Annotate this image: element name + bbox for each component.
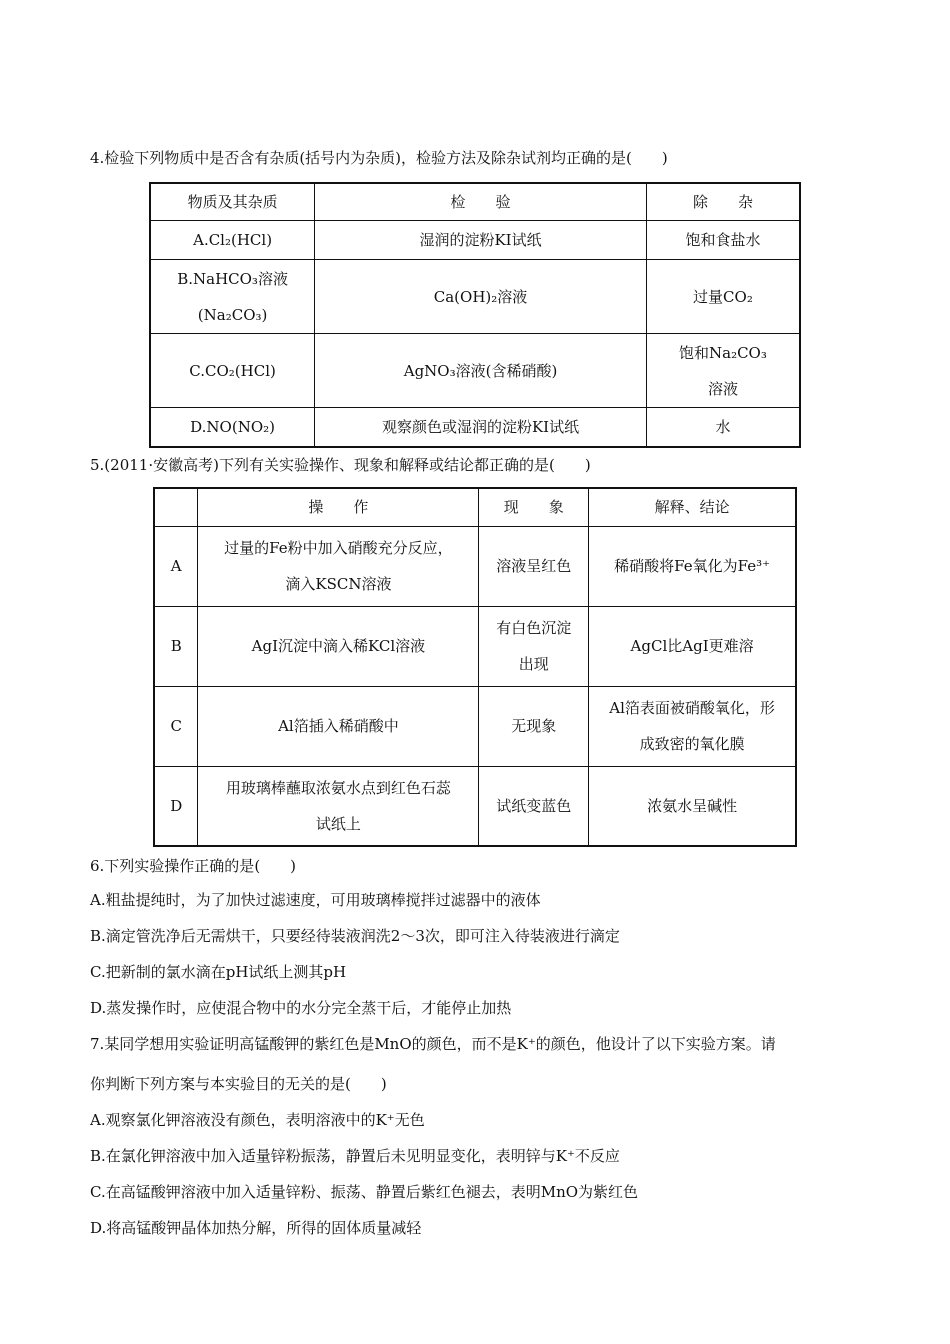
cell-label: D bbox=[154, 766, 198, 846]
cell-conclusion: 浓氨水呈碱性 bbox=[589, 766, 796, 846]
question-5-stem: 5.(2011·安徽高考)下列有关实验操作、现象和解释或结论都正确的是( ) bbox=[90, 456, 591, 474]
cell-line: B.NaHCO₃溶液 bbox=[177, 269, 288, 288]
cell-line: 出现 bbox=[518, 655, 549, 673]
cell-line: 滴入KSCN溶液 bbox=[285, 575, 392, 593]
cell-substance: A.Cl₂(HCl) bbox=[150, 221, 315, 260]
cell-phenomenon: 溶液呈红色 bbox=[479, 526, 589, 606]
question-4-stem: 4.检验下列物质中是否含有杂质(括号内为杂质)，检验方法及除杂试剂均正确的是( ) bbox=[90, 149, 668, 167]
option-a: A.粗盐提纯时，为了加快过滤速度，可用玻璃棒搅拌过滤器中的液体 bbox=[90, 891, 541, 909]
cell-line: 用玻璃棒蘸取浓氨水点到红色石蕊 bbox=[225, 778, 451, 797]
cell-conclusion bbox=[589, 686, 796, 766]
cell-conclusion: 稀硝酸将Fe氧化为Fe³⁺ bbox=[589, 526, 796, 606]
table-row bbox=[150, 260, 800, 334]
cell-label: C bbox=[154, 686, 198, 766]
cell-line: (Na₂CO₃) bbox=[197, 305, 268, 324]
cell-operation bbox=[198, 766, 479, 846]
table-row bbox=[154, 606, 796, 686]
cell-remove bbox=[646, 334, 800, 408]
table-row bbox=[150, 408, 800, 447]
cell-phenomenon: 无现象 bbox=[479, 686, 589, 766]
cell-operation bbox=[198, 526, 479, 606]
cell-substance: C.CO₂(HCl) bbox=[150, 334, 315, 408]
option-d: D.将高锰酸钾晶体加热分解，所得的固体质量减轻 bbox=[90, 1219, 422, 1237]
cell-line: Al箔表面被硝酸氧化，形 bbox=[609, 699, 775, 717]
table-row bbox=[154, 766, 796, 846]
cell-test: 观察颜色或湿润的淀粉KI试纸 bbox=[315, 408, 647, 447]
cell-line: 成致密的氧化膜 bbox=[639, 735, 745, 753]
question-4-table bbox=[149, 182, 801, 448]
cell-line: 过量的Fe粉中加入硝酸充分反应， bbox=[224, 539, 453, 557]
cell-remove: 饱和食盐水 bbox=[646, 221, 800, 260]
question-6-stem: 6.下列实验操作正确的是( ) bbox=[90, 857, 297, 875]
cell-phenomenon: 试纸变蓝色 bbox=[479, 766, 589, 846]
table-header-row bbox=[150, 183, 800, 221]
question-7-stem-line2: 你判断下列方案与本实验目的无关的是( ) bbox=[90, 1075, 387, 1093]
cell-line: 有白色沉淀 bbox=[496, 619, 572, 637]
table-header-row bbox=[154, 488, 796, 526]
cell-line: 试纸上 bbox=[315, 814, 361, 833]
table-row bbox=[154, 686, 796, 766]
cell-remove: 水 bbox=[646, 408, 800, 447]
cell-phenomenon bbox=[479, 606, 589, 686]
cell-conclusion: AgCl比AgI更难溶 bbox=[589, 606, 796, 686]
question-7-stem-line1: 7.某同学想用实验证明高锰酸钾的紫红色是MnO的颜色，而不是K⁺的颜色，他设计了以下实验方案。请 bbox=[90, 1035, 776, 1053]
cell-remove: 过量CO₂ bbox=[646, 260, 800, 334]
cell-test: AgNO₃溶液(含稀硝酸) bbox=[315, 334, 647, 408]
cell-substance bbox=[150, 260, 315, 334]
table-row bbox=[150, 221, 800, 260]
option-c: C.在高锰酸钾溶液中加入适量锌粉、振荡、静置后紫红色褪去，表明MnO为紫红色 bbox=[90, 1183, 639, 1201]
option-d: D.蒸发操作时，应使混合物中的水分完全蒸干后，才能停止加热 bbox=[90, 999, 512, 1017]
cell-label: B bbox=[154, 606, 198, 686]
cell-line: 溶液 bbox=[707, 379, 738, 398]
cell-test: Ca(OH)₂溶液 bbox=[315, 260, 647, 334]
table-row bbox=[150, 334, 800, 408]
cell-operation: AgI沉淀中滴入稀KCl溶液 bbox=[198, 606, 479, 686]
cell-substance: D.NO(NO₂) bbox=[150, 408, 315, 447]
cell-line: 饱和Na₂CO₃ bbox=[679, 343, 767, 362]
option-c: C.把新制的氯水滴在pH试纸上测其pH bbox=[90, 963, 347, 981]
table-row bbox=[154, 526, 796, 606]
header-operation: 操 作 bbox=[198, 488, 479, 526]
header-test: 检 验 bbox=[315, 183, 647, 221]
header-conclusion: 解释、结论 bbox=[589, 488, 796, 526]
option-a: A.观察氯化钾溶液没有颜色，表明溶液中的K⁺无色 bbox=[90, 1111, 425, 1129]
header-label bbox=[154, 488, 198, 526]
header-phenomenon: 现 象 bbox=[479, 488, 589, 526]
header-remove: 除 杂 bbox=[646, 183, 800, 221]
option-b: B.在氯化钾溶液中加入适量锌粉振荡，静置后未见明显变化，表明锌与K⁺不反应 bbox=[90, 1147, 620, 1165]
question-5-table bbox=[153, 487, 797, 847]
option-b: B.滴定管洗净后无需烘干，只要经待装液润洗2～3次，即可注入待装液进行滴定 bbox=[90, 927, 620, 945]
cell-test: 湿润的淀粉KI试纸 bbox=[315, 221, 647, 260]
cell-operation: Al箔插入稀硝酸中 bbox=[198, 686, 479, 766]
cell-label: A bbox=[154, 526, 198, 606]
header-substance: 物质及其杂质 bbox=[150, 183, 315, 221]
